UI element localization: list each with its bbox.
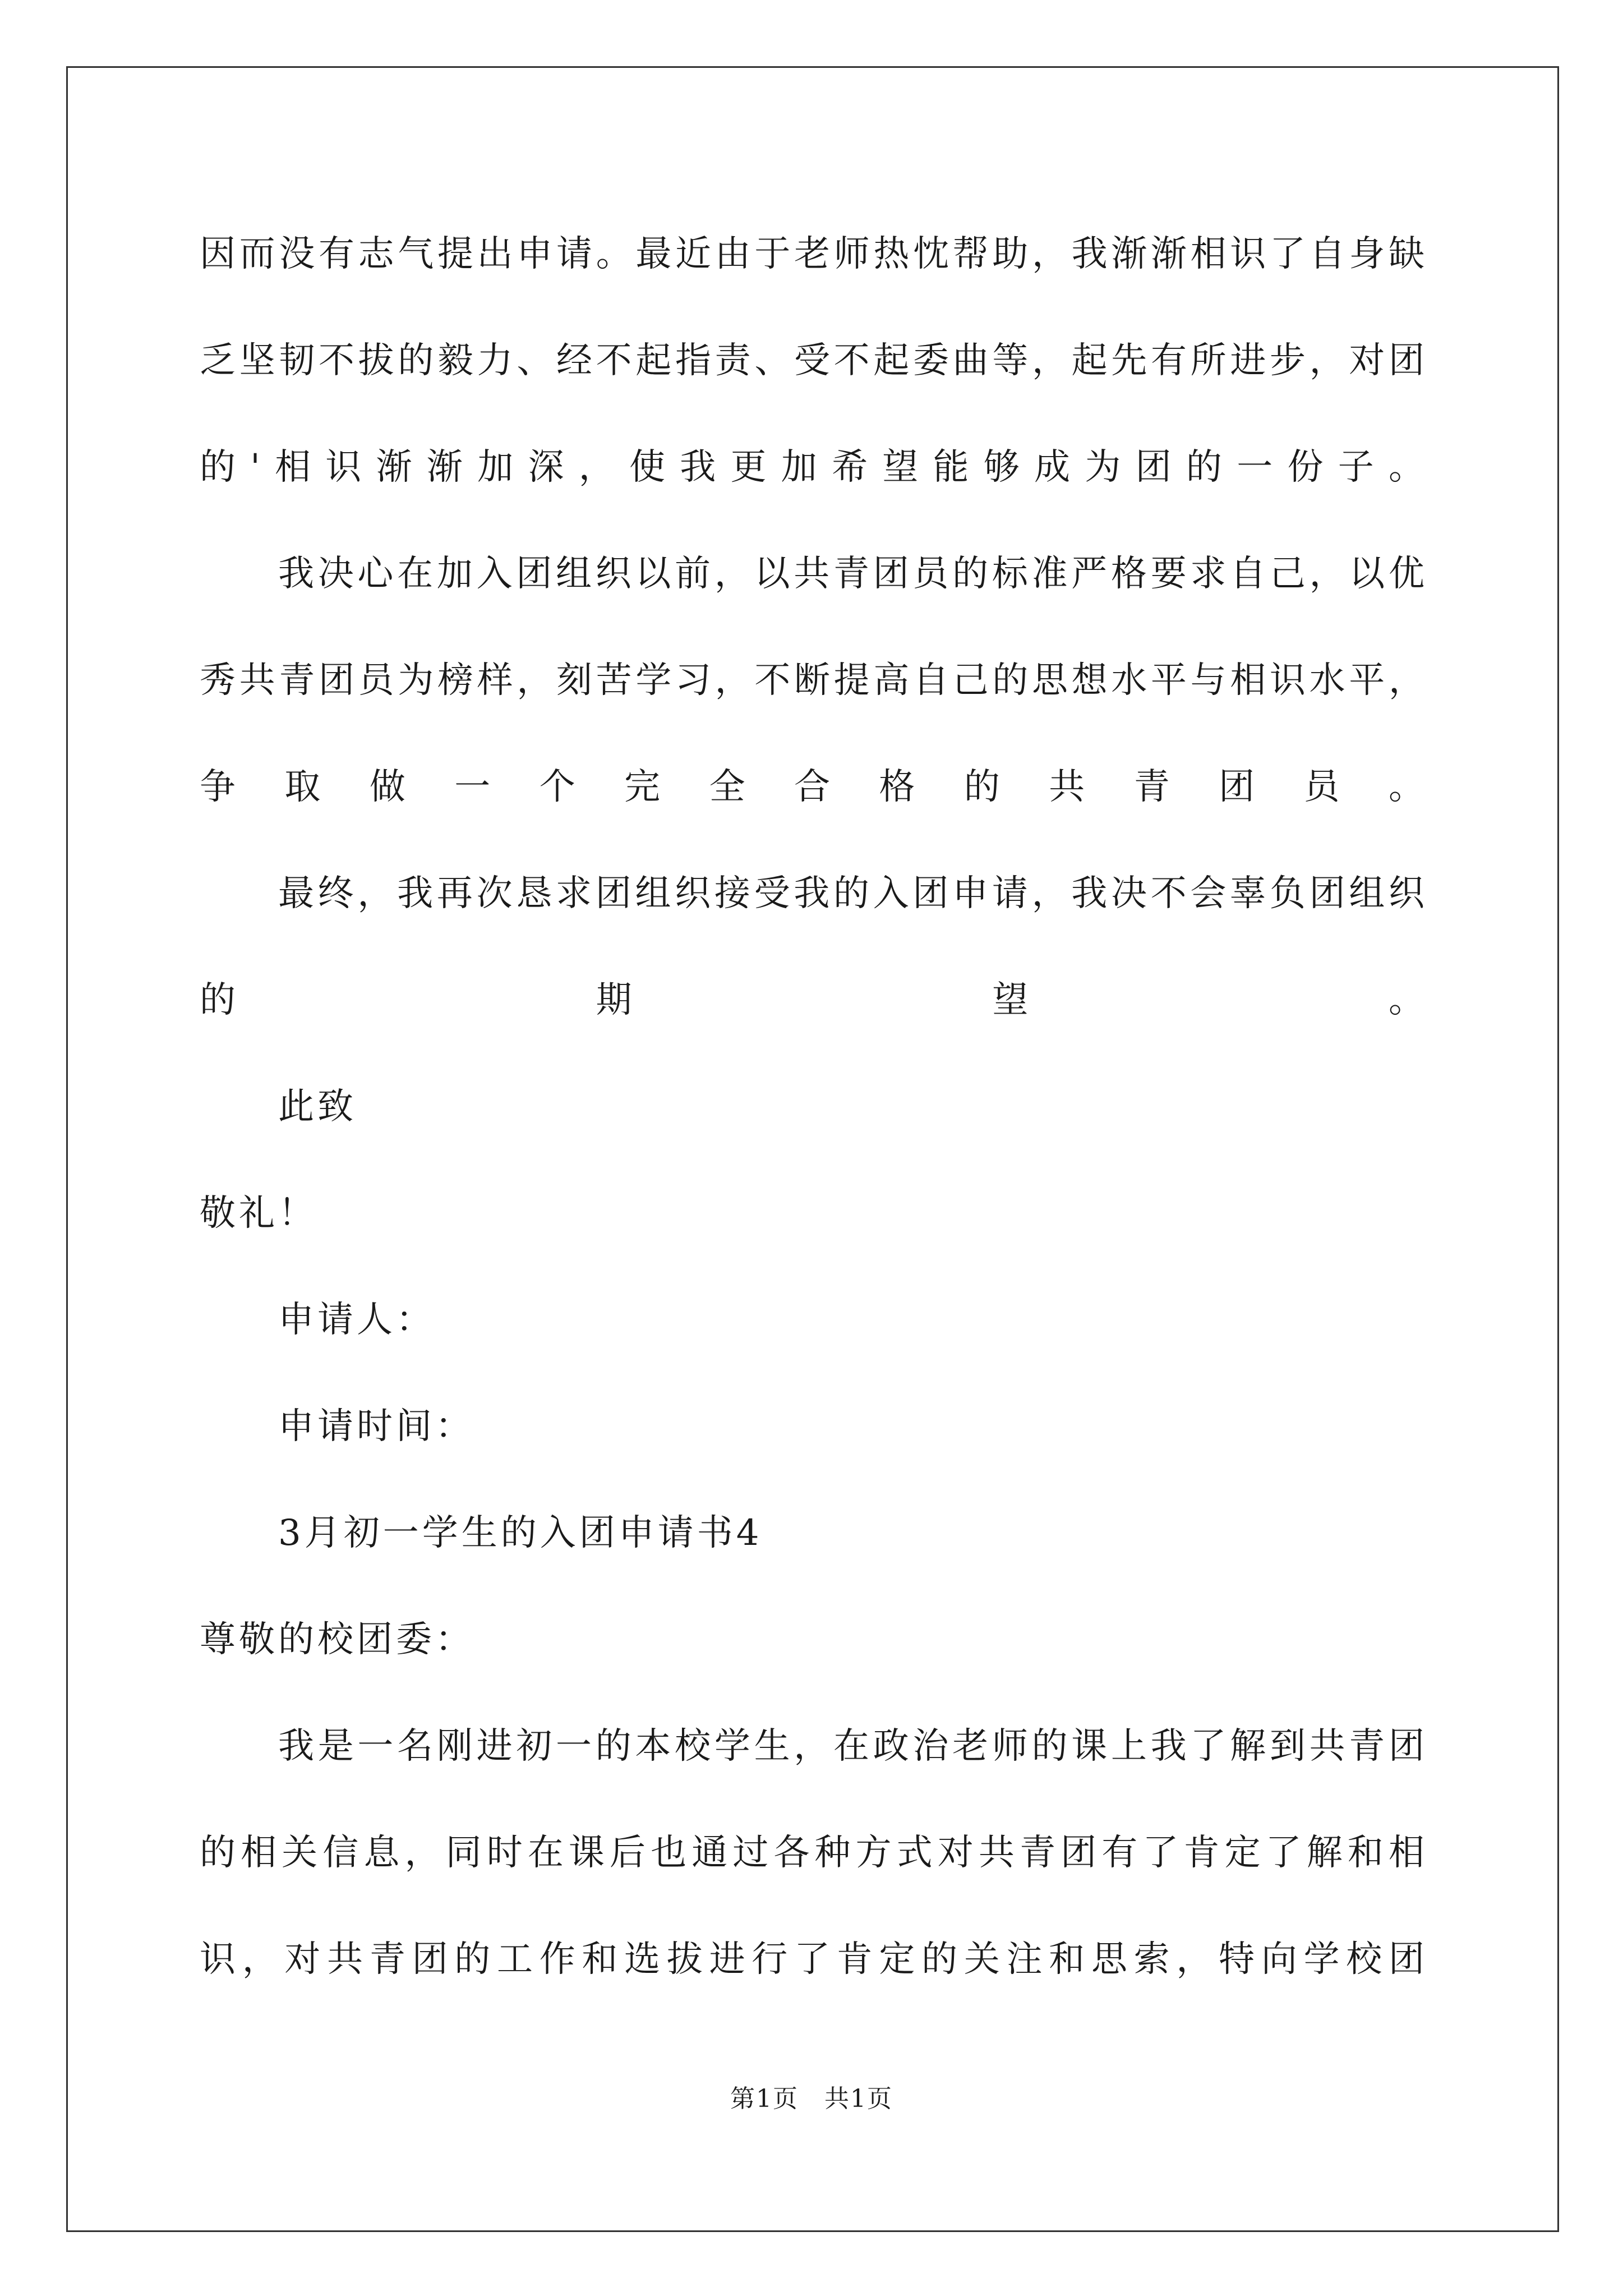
paragraph-final-request: 最终，我再次恳求团组织接受我的入团申请，我决不会辜负团组织的期望。 <box>200 873 1428 1021</box>
paragraph-introduction: 我是一名刚进初一的本校学生，在政治老师的课上我了解到共青团的相关信息，同时在课后也通过各种方式对共青团有了肯定了解和相识，对共青团的工作和选拔进行了肯定的关注和思索，特向学校团 <box>200 1726 1428 1980</box>
salutation: 尊敬的校团委： <box>200 1619 474 1660</box>
application-date-label: 申请时间： <box>278 1406 474 1447</box>
closing-jingli: 敬礼！ <box>200 1193 317 1234</box>
applicant-label: 申请人： <box>278 1299 435 1341</box>
paragraph-resolution: 我决心在加入团组织以前，以共青团员的标准严格要求自己，以优秀共青团员为榜样，刻苦学习，不断提高自己的思想水平与相识水平，争取做一个完全合格的共青团员。 <box>200 553 1428 808</box>
page-number-footer: 第1页 共1页 <box>730 2085 893 2113</box>
paragraph-continuation: 因而没有志气提出申请。最近由于老师热忱帮助，我渐渐相识了自身缺乏坚韧不拔的毅力、经不起指责、受不起委曲等，起先有所进步，对团的'相识渐渐加深，使我更加希望能够成为团的一份子。 <box>200 233 1428 488</box>
closing-cizhi: 此致 <box>278 1086 357 1128</box>
section-title: 3月初一学生的入团申请书4 <box>278 1512 763 1554</box>
